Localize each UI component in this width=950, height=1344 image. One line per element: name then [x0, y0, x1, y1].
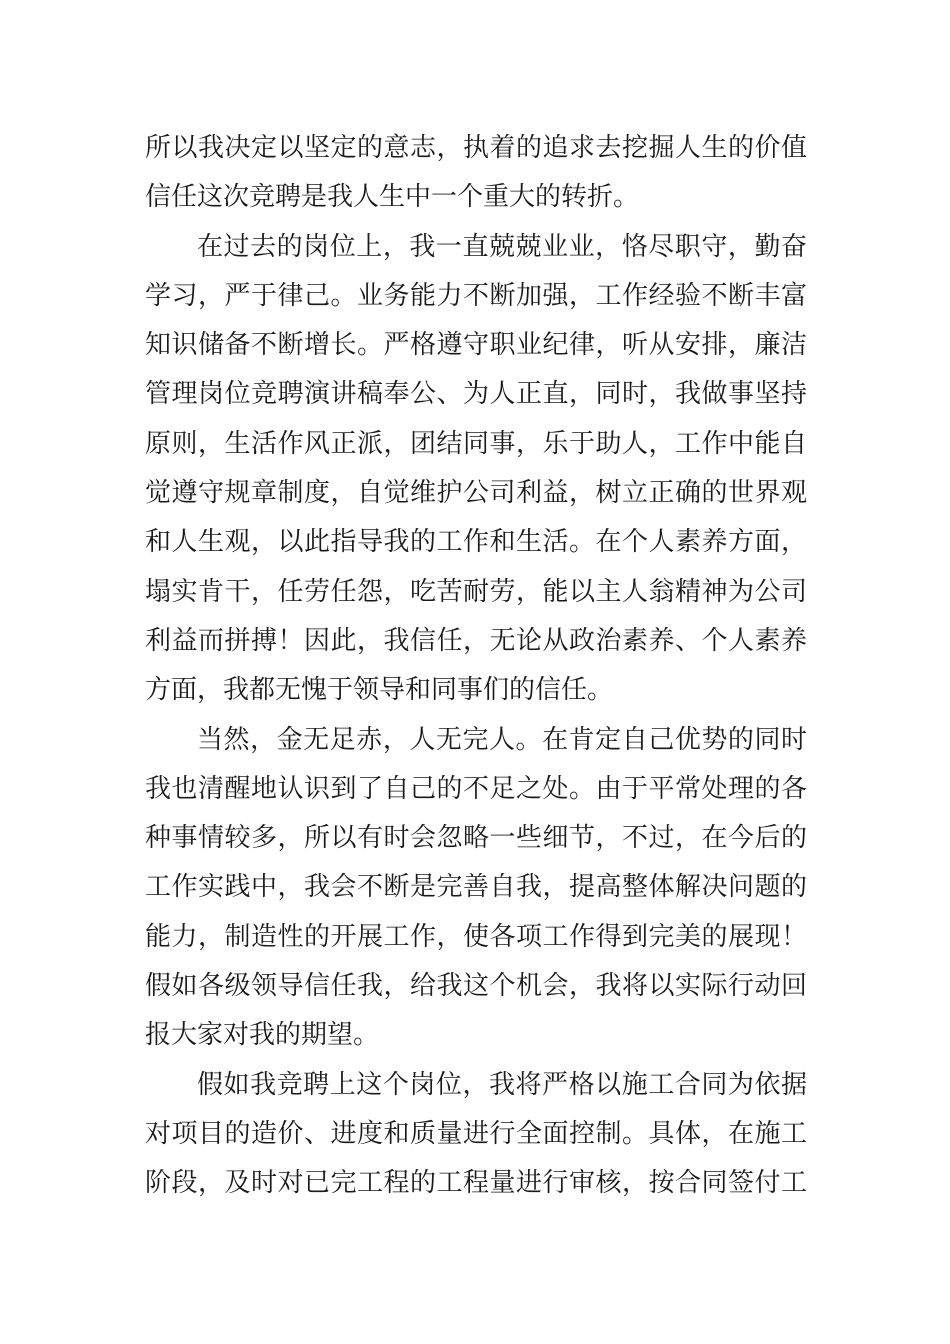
text-line: 种事情较多，所以有时会忽略一些细节，不过，在今后的	[145, 823, 807, 854]
text-line: 报大家对我的期望。	[145, 1020, 380, 1051]
text-line: 知识储备不断增长。严格遵守职业纪律，听从安排，廉洁	[145, 330, 807, 361]
text-line: 塌实肯干，任劳任怨，吃苦耐劳，能以主人翁精神为公司	[145, 576, 807, 607]
text-line: 和人生观，以此指导我的工作和生活。在个人素养方面，	[145, 527, 807, 558]
paragraph-first-line: 在过去的岗位上，我一直兢兢业业，恪尽职守，勤奋	[197, 231, 807, 262]
text-line: 管理岗位竞聘演讲稿奉公、为人正直，同时，我做事坚持	[145, 379, 807, 410]
text-line: 原则，生活作风正派，团结同事，乐于助人，工作中能自	[145, 428, 807, 459]
text-line: 对项目的造价、进度和质量进行全面控制。具体，在施工	[145, 1118, 807, 1149]
text-line: 利益而拼搏！因此，我信任，无论从政治素养、个人素养	[145, 625, 807, 656]
text-line: 工作实践中，我会不断是完善自我，提高整体解决问题的	[145, 872, 807, 903]
body-text	[145, 124, 807, 1209]
text-line: 我也清醒地认识到了自己的不足之处。由于平常处理的各	[145, 773, 807, 804]
text-line: 阶段，及时对已完工程的工程量进行审核，按合同签付工	[145, 1168, 807, 1199]
text-line: 能力，制造性的开展工作，使各项工作得到完美的展现！	[145, 921, 807, 952]
text-line: 方面，我都无愧于领导和同事们的信任。	[145, 675, 614, 706]
text-line: 信任这次竞聘是我人生中一个重大的转折。	[145, 182, 640, 213]
paragraph-first-line: 假如我竞聘上这个岗位，我将严格以施工合同为依据	[197, 1069, 807, 1100]
text-line: 所以我决定以坚定的意志，执着的追求去挖掘人生的价值	[145, 133, 807, 163]
text-line: 假如各级领导信任我，给我这个机会，我将以实际行动回	[145, 971, 807, 1002]
text-line: 学习，严于律己。业务能力不断加强，工作经验不断丰富	[145, 280, 807, 311]
text-line: 觉遵守规章制度，自觉维护公司利益，树立正确的世界观	[145, 478, 807, 509]
paragraph-first-line: 当然，金无足赤，人无完人。在肯定自己优势的同时	[197, 724, 807, 755]
